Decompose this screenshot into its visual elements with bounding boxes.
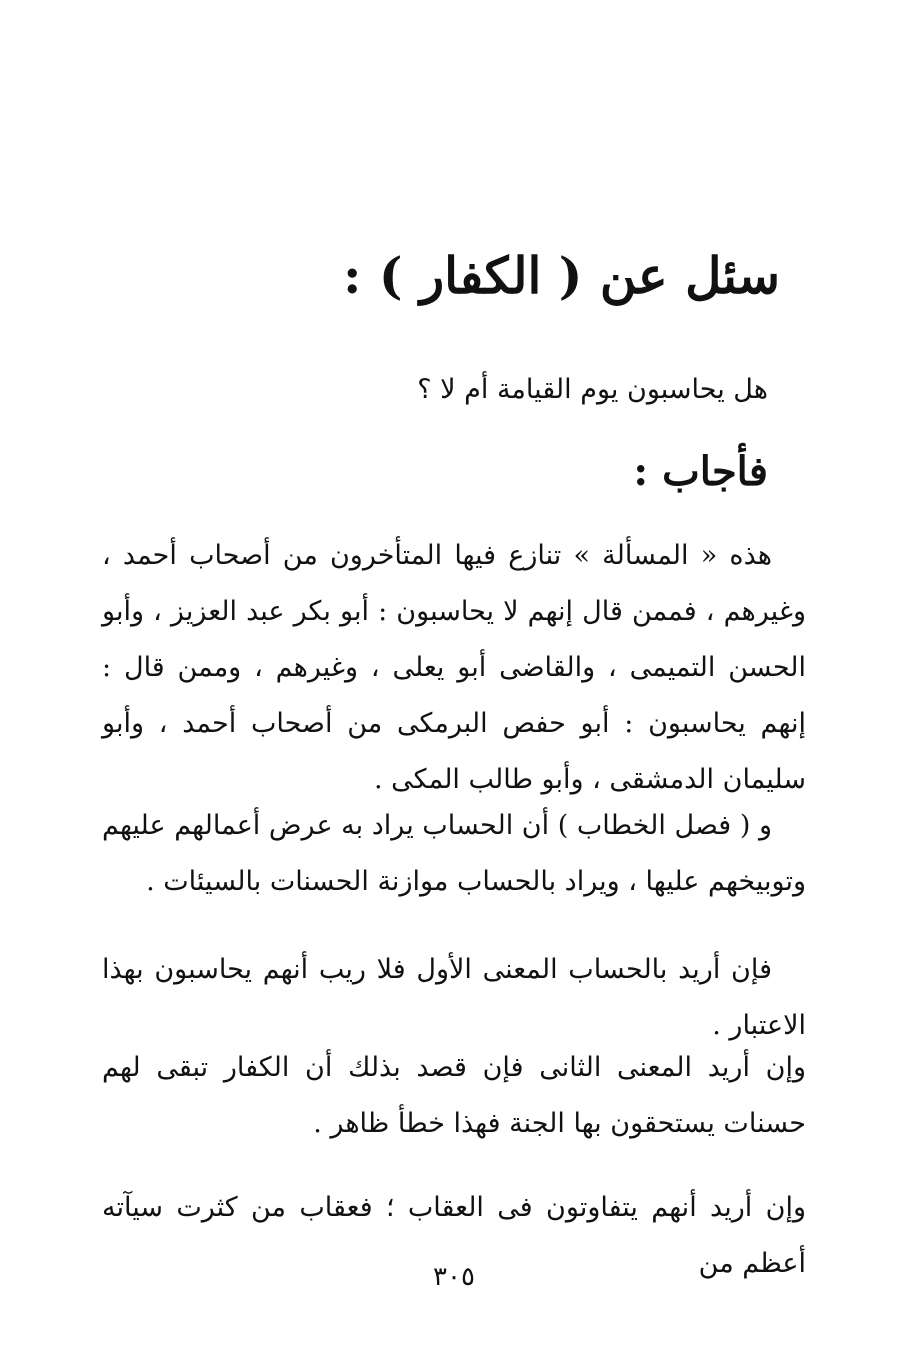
section-heading: سئل عن ( الكفار ) :: [343, 246, 780, 305]
paragraph-5: وإن أريد أنهم يتفاوتون فى العقاب ؛ فعقاب من كثرت سيآته أعظم من: [102, 1192, 806, 1279]
paragraph-2: و ( فصل الخطاب ) أن الحساب يراد به عرض أعمالهم عليهم وتوبيخهم عليها ، ويراد بالحساب موازنة الحسنات بالسيئات .: [102, 810, 806, 897]
question-text: هل يحاسبون يوم القيامة أم لا ؟: [417, 374, 768, 405]
paragraph-1: هذه « المسألة » تنازع فيها المتأخرون من أصحاب أحمد ، وغيرهم ، فممن قال إنهم لا يحاسبون : أبو بكر عبد العزيز ، وأبو الحسن التميمى ، والقاضى أبو يعلى ، وغيرهم ، وممن قال : إنهم يحاسبون : أبو حفص البرمكى من أصحاب أحمد ، وأبو سليمان الدمشقى ، وأبو طالب المكى .: [102, 540, 806, 795]
page-number: ٣٠٥: [433, 1262, 475, 1292]
paragraph-4: وإن أريد المعنى الثانى فإن قصد بذلك أن الكفار تبقى لهم حسنات يستحقون بها الجنة فهذا خطأ ظاهر .: [102, 1052, 806, 1139]
answer-label: فأجاب :: [633, 448, 768, 495]
paragraph-3: فإن أريد بالحساب المعنى الأول فلا ريب أنهم يحاسبون بهذا الاعتبار .: [102, 954, 806, 1041]
